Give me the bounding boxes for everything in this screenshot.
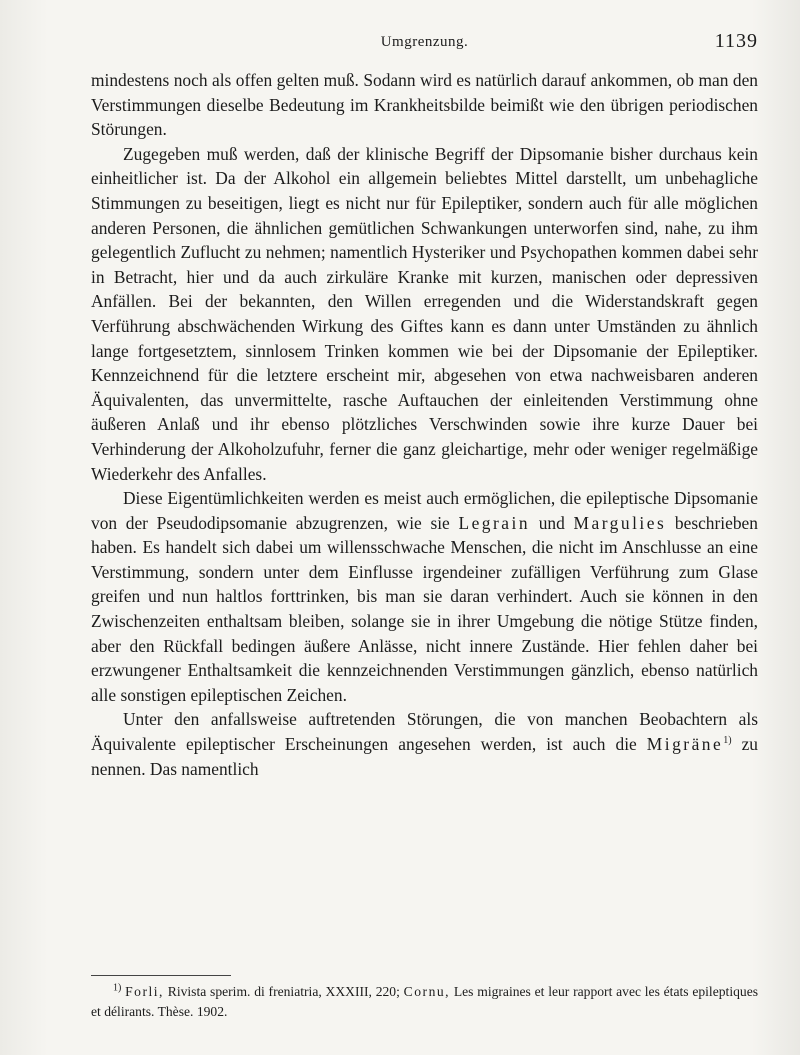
footnote: [91, 982, 758, 1022]
footnote-rule: [91, 975, 231, 976]
footnote-marker: 1): [113, 982, 122, 994]
paragraph-3: [91, 486, 758, 707]
author-margulies: Margulies: [573, 512, 667, 533]
author-legrain: Legrain: [458, 512, 531, 533]
page-header: [91, 30, 758, 58]
footnote-text-b: Les migraines et leur rapport avec les états epileptiques et délirants. Thèse. 1902.: [91, 984, 759, 1019]
body-text: [91, 68, 758, 781]
footnote-author-cornu: Cornu,: [403, 984, 451, 999]
footnote-author-forli: Forli,: [125, 984, 164, 999]
footnote-1: [91, 982, 758, 1022]
paragraph-2: Zugegeben muß werden, daß der klinische Begriff der Dipsomanie bisher durchaus kein einheitlicher ist. Da der Alkohol ein allgemein beliebtes Mittel darstellt, um unbehagliche Stimmungen zu beseitigen, liegt es nicht nur für Epileptiker, sondern auch für alle möglichen anderen Personen, die ähnlichen gemütlichen Schwankungen unterworfen sind, nahe, zu ihm gelegentlich Zuflucht zu nehmen; namentlich Hysteriker und Psychopathen kommen dabei sehr in Betracht, hier und da auch zirkuläre Kranke mit kurzen, manischen oder depressiven Anfällen. Bei der bekannten, den Willen erregenden und die Widerstandskraft gegen Verführung abschwächenden Wirkung des Giftes kann es dann unter Umständen zu ähnlich lange fortgesetztem, sinnlosem Trinken kommen wie bei der Dipsomanie der Epileptiker. Kennzeichnend für die letztere erscheint mir, abgesehen von etwa nachweisbaren anderen Äquivalenten, das unvermittelte, rasche Auftauchen der einleitenden Verstimmung ohne äußeren Anlaß und ihr ebenso plötzliches Verschwinden sowie ihre kurze Dauer bei Verhinderung der Alkoholzufuhr, ferner die ganz gleichartige, mehr oder weniger regelmäßige Wiederkehr des Anfalles.: [91, 143, 758, 484]
paragraph-4: [91, 707, 758, 781]
paragraph-3-text-a: Diese Eigentümlichkeiten werden es meist auch ermöglichen, die epileptische Dipsomanie von der Pseudodipsomanie abzugrenzen, wie sie: [91, 488, 758, 533]
paragraph-3-text-b: beschrieben haben. Es handelt sich dabei um willensschwache Menschen, die nicht im Anschlusse an eine Verstimmung, sondern unter dem Einflusse irgendeiner zufälligen Verführung zum Glase greifen und nun haltlos forttrinken, bis man sie daran verhindert. Auch sie können in den Zwischenzeiten enthaltsam bleiben, solange sie in ihrer Umgebung die nötige Stütze finden, aber den Rückfall bedingen äußere Anlässe, nicht innere Zustände. Hier fehlen daher bei erzwungener Enthaltsamkeit die kennzeichnenden Verstimmungen gänzlich, ebenso natürlich alle sonstigen epileptischen Zeichen.: [91, 512, 758, 705]
paragraph-4-text-b: zu nennen. Das namentlich: [91, 734, 758, 779]
page-number: 1139: [714, 30, 758, 52]
paragraph-3-und: und: [538, 512, 565, 533]
footnote-text-a: Rivista sperim. di freniatria, XXXIII, 220;: [167, 984, 400, 999]
running-title: Umgrenzung.: [380, 34, 469, 50]
footnote-reference: 1): [723, 735, 732, 747]
paragraph-1: mindestens noch als offen gelten muß. Sodann wird es natürlich darauf ankommen, ob man den Verstimmungen dieselbe Bedeutung im Krankheitsbilde beimißt wie den übrigen periodischen Störungen.: [91, 70, 758, 140]
paragraph-4-text-a: Unter den anfallsweise auftretenden Störungen, die von manchen Beobachtern als Äquivalente epileptischer Erscheinungen angesehen werden, ist auch die: [91, 709, 758, 755]
term-migraene: Migräne: [646, 734, 724, 755]
